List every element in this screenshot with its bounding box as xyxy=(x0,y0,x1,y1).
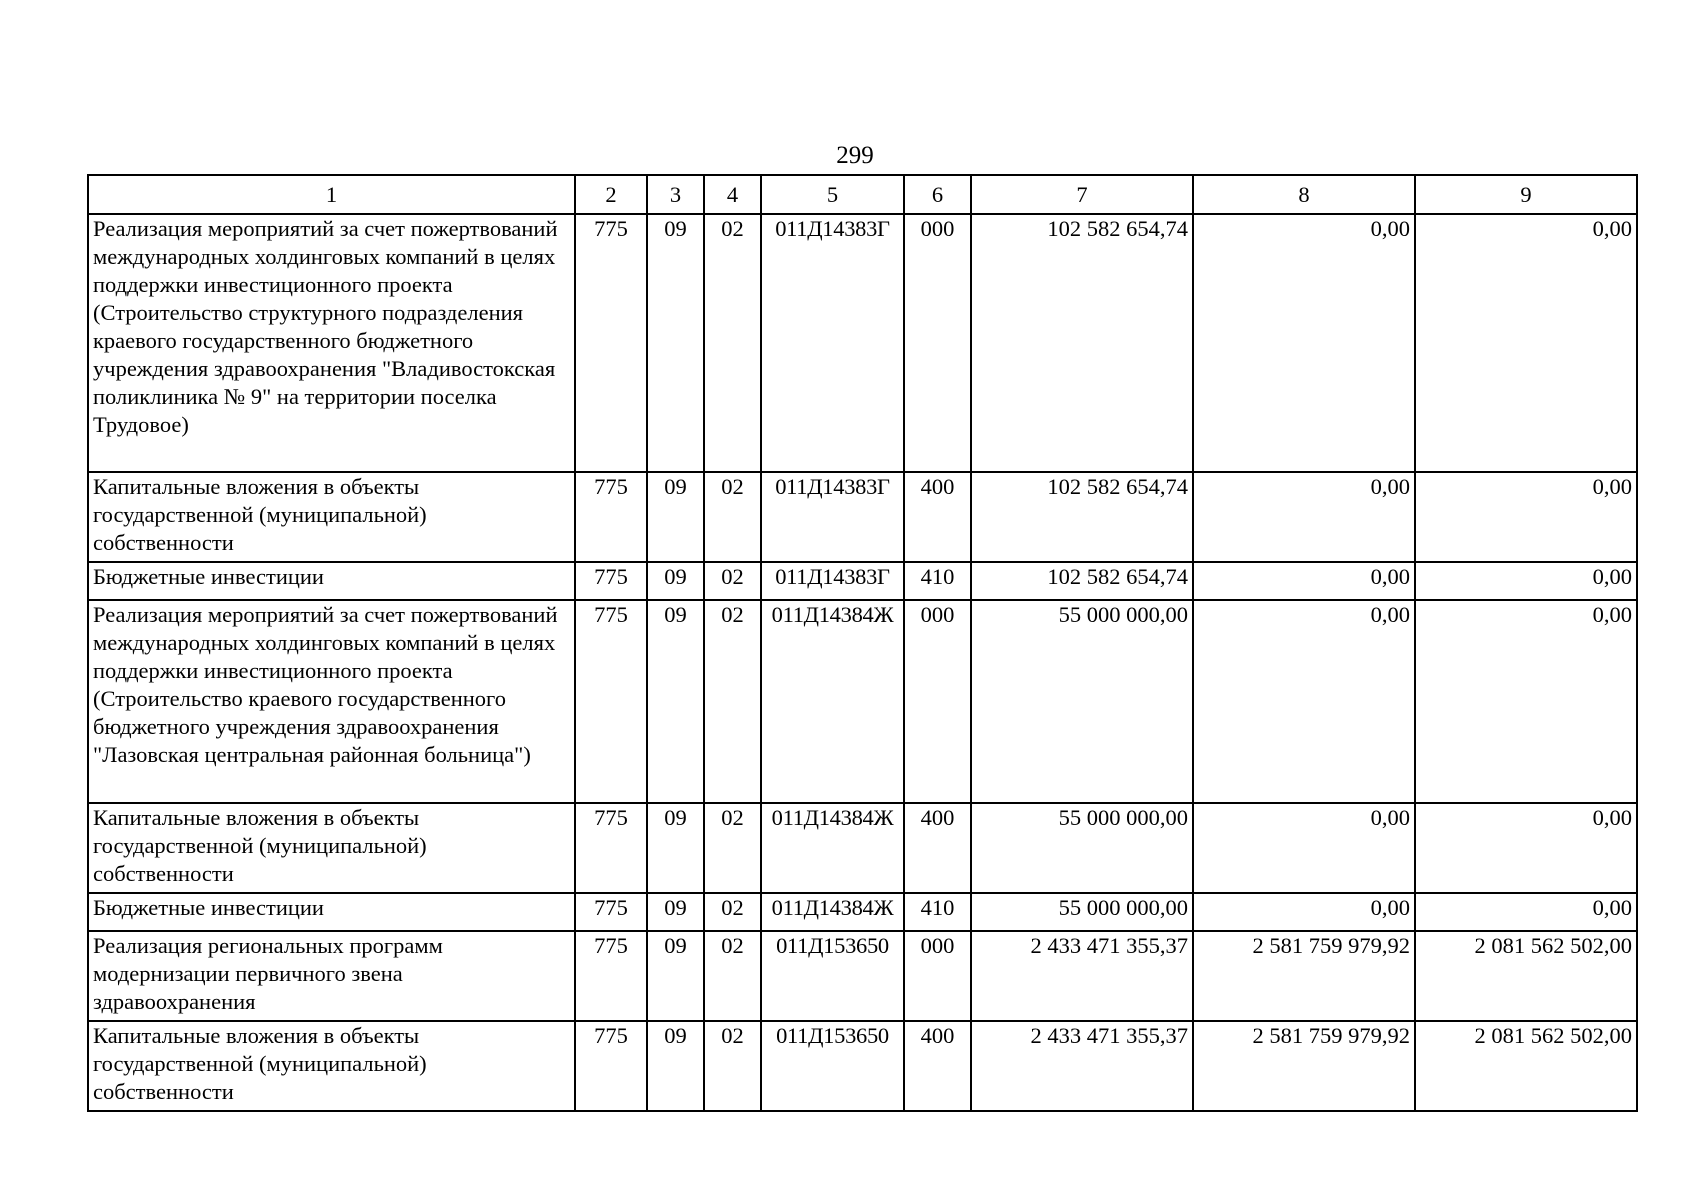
column-header: 6 xyxy=(904,175,971,214)
ministry-code: 775 xyxy=(575,1021,647,1111)
amount-col8: 0,00 xyxy=(1193,472,1415,562)
expense-type-code: 400 xyxy=(904,472,971,562)
ministry-code: 775 xyxy=(575,893,647,931)
subsection-code: 02 xyxy=(704,1021,761,1111)
ministry-code: 775 xyxy=(575,472,647,562)
table-row xyxy=(88,931,1637,1021)
column-header: 8 xyxy=(1193,175,1415,214)
row-name: Реализация региональных программ модернизации первичного звена здравоохранения xyxy=(88,931,575,1021)
expense-type-code: 410 xyxy=(904,562,971,600)
target-article-code: 011Д153650 xyxy=(761,931,904,1021)
row-name: Реализация мероприятий за счет пожертвований международных холдинговых компаний в целях поддержки инвестиционного проекта (Строительство краевого государственного бюджетного учреждения здравоохранения "Лазовская центральная районная больница") xyxy=(88,600,575,803)
amount-col9: 2 081 562 502,00 xyxy=(1415,931,1637,1021)
expense-type-code: 000 xyxy=(904,600,971,803)
ministry-code: 775 xyxy=(575,562,647,600)
amount-col8: 2 581 759 979,92 xyxy=(1193,931,1415,1021)
table-header-row xyxy=(88,175,1637,214)
row-name: Капитальные вложения в объекты государственной (муниципальной) собственности xyxy=(88,472,575,562)
amount-col7: 2 433 471 355,37 xyxy=(971,1021,1193,1111)
amount-col9: 0,00 xyxy=(1415,600,1637,803)
amount-col8: 0,00 xyxy=(1193,803,1415,893)
subsection-code: 02 xyxy=(704,472,761,562)
amount-col8: 0,00 xyxy=(1193,214,1415,472)
expense-type-code: 000 xyxy=(904,931,971,1021)
row-name: Капитальные вложения в объекты государственной (муниципальной) собственности xyxy=(88,803,575,893)
table-row xyxy=(88,600,1637,803)
column-header: 9 xyxy=(1415,175,1637,214)
column-header: 7 xyxy=(971,175,1193,214)
section-code: 09 xyxy=(647,1021,704,1111)
amount-col7: 102 582 654,74 xyxy=(971,472,1193,562)
table-row xyxy=(88,472,1637,562)
amount-col7: 102 582 654,74 xyxy=(971,562,1193,600)
table-row xyxy=(88,562,1637,600)
amount-col7: 102 582 654,74 xyxy=(971,214,1193,472)
section-code: 09 xyxy=(647,803,704,893)
amount-col8: 0,00 xyxy=(1193,562,1415,600)
amount-col9: 2 081 562 502,00 xyxy=(1415,1021,1637,1111)
target-article-code: 011Д14383Г xyxy=(761,562,904,600)
subsection-code: 02 xyxy=(704,562,761,600)
expense-type-code: 400 xyxy=(904,803,971,893)
table-row xyxy=(88,803,1637,893)
page-number: 299 xyxy=(836,142,874,169)
section-code: 09 xyxy=(647,600,704,803)
row-name: Реализация мероприятий за счет пожертвований международных холдинговых компаний в целях поддержки инвестиционного проекта (Строительство структурного подразделения краевого государственного бюджетного учреждения здравоохранения "Владивостокская поликлиника № 9" на территории поселка Трудовое) xyxy=(88,214,575,472)
table-row xyxy=(88,214,1637,472)
amount-col9: 0,00 xyxy=(1415,472,1637,562)
ministry-code: 775 xyxy=(575,214,647,472)
amount-col8: 0,00 xyxy=(1193,893,1415,931)
row-name: Бюджетные инвестиции xyxy=(88,562,575,600)
ministry-code: 775 xyxy=(575,931,647,1021)
amount-col7: 55 000 000,00 xyxy=(971,803,1193,893)
amount-col9: 0,00 xyxy=(1415,803,1637,893)
target-article-code: 011Д14384Ж xyxy=(761,803,904,893)
ministry-code: 775 xyxy=(575,600,647,803)
subsection-code: 02 xyxy=(704,214,761,472)
target-article-code: 011Д153650 xyxy=(761,1021,904,1111)
budget-table xyxy=(87,174,1638,1112)
column-header: 5 xyxy=(761,175,904,214)
amount-col7: 55 000 000,00 xyxy=(971,600,1193,803)
expense-type-code: 400 xyxy=(904,1021,971,1111)
section-code: 09 xyxy=(647,893,704,931)
table-row xyxy=(88,893,1637,931)
expense-type-code: 410 xyxy=(904,893,971,931)
amount-col8: 0,00 xyxy=(1193,600,1415,803)
target-article-code: 011Д14383Г xyxy=(761,472,904,562)
column-header: 2 xyxy=(575,175,647,214)
subsection-code: 02 xyxy=(704,893,761,931)
amount-col9: 0,00 xyxy=(1415,214,1637,472)
section-code: 09 xyxy=(647,214,704,472)
section-code: 09 xyxy=(647,472,704,562)
row-name: Бюджетные инвестиции xyxy=(88,893,575,931)
subsection-code: 02 xyxy=(704,600,761,803)
subsection-code: 02 xyxy=(704,931,761,1021)
section-code: 09 xyxy=(647,931,704,1021)
target-article-code: 011Д14383Г xyxy=(761,214,904,472)
amount-col9: 0,00 xyxy=(1415,562,1637,600)
target-article-code: 011Д14384Ж xyxy=(761,893,904,931)
row-name: Капитальные вложения в объекты государственной (муниципальной) собственности xyxy=(88,1021,575,1111)
amount-col7: 55 000 000,00 xyxy=(971,893,1193,931)
amount-col7: 2 433 471 355,37 xyxy=(971,931,1193,1021)
expense-type-code: 000 xyxy=(904,214,971,472)
table-row xyxy=(88,1021,1637,1111)
column-header: 3 xyxy=(647,175,704,214)
section-code: 09 xyxy=(647,562,704,600)
column-header: 1 xyxy=(88,175,575,214)
amount-col8: 2 581 759 979,92 xyxy=(1193,1021,1415,1111)
subsection-code: 02 xyxy=(704,803,761,893)
column-header: 4 xyxy=(704,175,761,214)
target-article-code: 011Д14384Ж xyxy=(761,600,904,803)
amount-col9: 0,00 xyxy=(1415,893,1637,931)
ministry-code: 775 xyxy=(575,803,647,893)
